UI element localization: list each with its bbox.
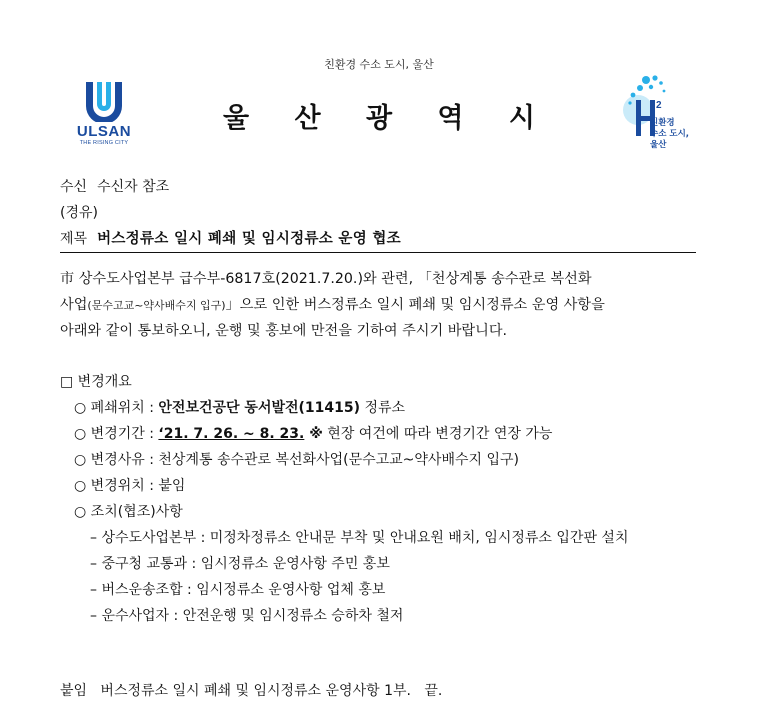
recipient-label: 수신 — [60, 179, 88, 195]
action-subitem: – 버스운송조합 : 임시정류소 운영사항 업체 홍보 — [90, 582, 386, 598]
attachment-text: 버스정류소 일시 폐쇄 및 임시정류소 운영사항 1부. — [100, 683, 411, 699]
attachment-end: 끝. — [424, 683, 443, 699]
recipient-value: 수신자 참조 — [97, 179, 170, 195]
section-heading: □ 변경개요 — [60, 374, 132, 390]
body-line-3: 아래와 같이 통보하오니, 운행 및 홍보에 만전을 기하여 주시기 바랍니다. — [60, 323, 508, 339]
subject-value: 버스정류소 일시 폐쇄 및 임시정류소 운영 협조 — [97, 231, 401, 247]
recipient-line — [60, 176, 169, 196]
slogan: 친환경 수소 도시, 울산 — [324, 58, 434, 71]
page-title: 울 산 광 역 시 — [222, 103, 553, 134]
via-line: (경유) — [60, 205, 98, 221]
hydrogen-city-text: 친환경 수소 도시, 울산 — [650, 118, 690, 150]
body-line-1: 市 상수도사업본부 급수부-6817호(2021.7.20.)와 관련, 「천상계통 송수관로 복선화 — [60, 271, 592, 287]
subject-label: 제목 — [60, 231, 88, 247]
attachment-label: 붙임 — [60, 683, 88, 699]
ulsan-logo-name: ULSAN — [76, 123, 132, 140]
overview-item-reason: ○ 변경사유 : 천상계통 송수관로 복선화사업(문수고교~약사배수지 입구) — [74, 452, 519, 468]
body-line-2: 사업(문수고교~약사배수지 입구)」으로 인한 버스정류소 일시 폐쇄 및 임시정류소 운영 사항을 — [60, 297, 605, 313]
subject-line — [60, 227, 696, 253]
svg-text:2: 2 — [656, 100, 662, 111]
overview-item-new-location: ○ 변경위치 : 붙임 — [74, 478, 186, 494]
overview-item-close-location: ○ 폐쇄위치 : 안전보건공단 동서발전(11415) 정류소 — [74, 400, 406, 416]
overview-item-period: ○ 변경기간 : ‘21. 7. 26. ~ 8. 23. ※ 현장 여건에 따라 변경기간 연장 가능 — [74, 426, 553, 442]
hydrogen-city-logo — [618, 70, 704, 160]
ulsan-logo-tagline: THE RISING CITY — [79, 140, 129, 146]
attachment-line — [60, 680, 442, 700]
overview-item-actions: ○ 조치(협조)사항 — [74, 504, 183, 520]
action-subitem: – 상수도사업본부 : 미정차정류소 안내문 부착 및 안내요원 배치, 임시정류소 입간판 설치 — [90, 530, 629, 546]
action-subitem: – 중구청 교통과 : 임시정류소 운영사항 주민 홍보 — [90, 556, 390, 572]
action-subitem: – 운수사업자 : 안전운행 및 임시정류소 승하차 철저 — [90, 608, 404, 624]
